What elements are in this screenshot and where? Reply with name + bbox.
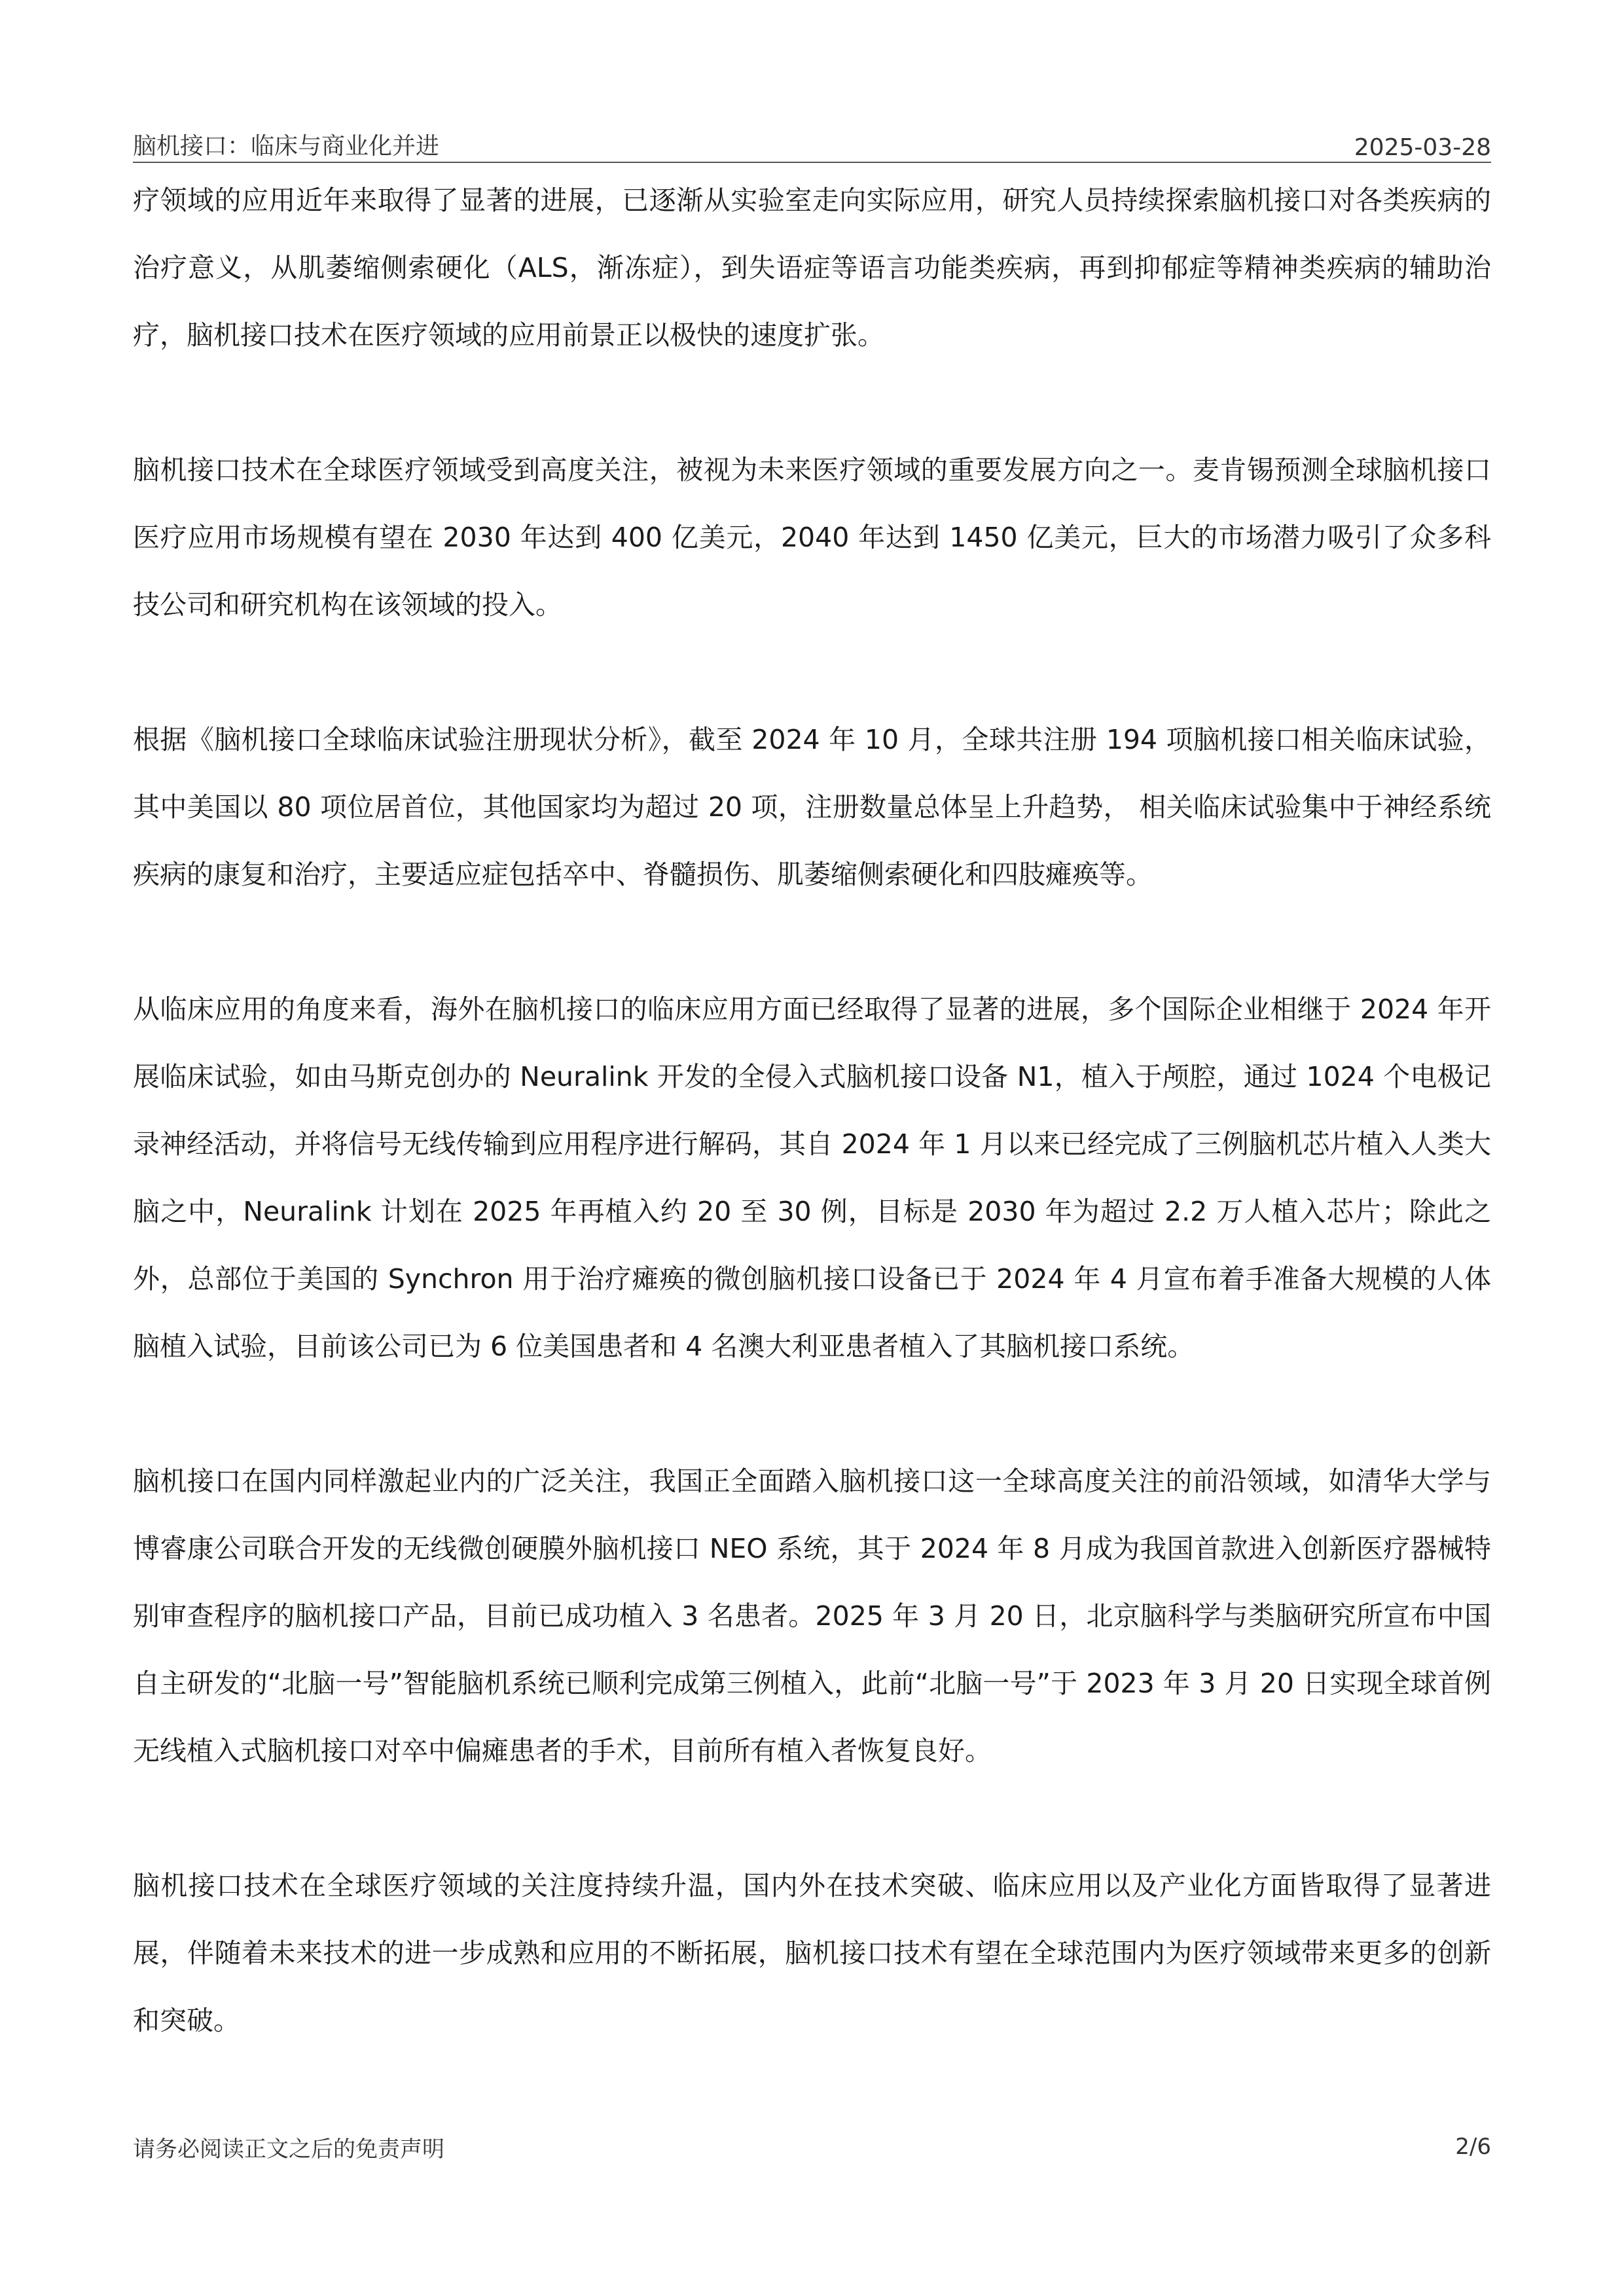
header-date: 2025-03-28 <box>1354 134 1491 161</box>
paragraph-1: 疗领域的应用近年来取得了显著的进展，已逐渐从实验室走向实际应用，研究人员持续探索脑机接口对各类疾病的治疗意义，从肌萎缩侧索硬化（ALS，渐冻症），到失语症等语言功能类疾病，再到抑郁症等精神类疾病的辅助治疗，脑机接口技术在医疗领域的应用前景正以极快的速度扩张。 <box>133 185 1491 351</box>
page-footer <box>133 2127 1491 2166</box>
page-number: 2/6 <box>1455 2134 1491 2160</box>
paragraph-3: 根据《脑机接口全球临床试验注册现状分析》，截至 2024 年 10 月，全球共注册 194 项脑机接口相关临床试验，其中美国以 80 项位居首位，其他国家均为超过 20 项，注册数量总体呈上升趋势， 相关临床试验集中于神经系统疾病的康复和治疗，主要适应症包括卒中、脊髓损伤、肌萎缩侧索硬化和四肢瘫痪等。 <box>133 724 1491 890</box>
article-body <box>133 167 1491 2054</box>
page-header <box>133 122 1491 161</box>
header-divider <box>133 162 1491 163</box>
paragraph-5: 脑机接口在国内同样激起业内的广泛关注，我国正全面踏入脑机接口这一全球高度关注的前沿领域，如清华大学与博睿康公司联合开发的无线微创硬膜外脑机接口 NEO 系统，其于 2024 年 8 月成为我国首款进入创新医疗器械特别审查程序的脑机接口产品，目前已成功植入 3 名患者。2025 年 3 月 20 日，北京脑科学与类脑研究所宣布中国自主研发的“北脑一号”智能脑机系统已顺利完成第三例植入，此前“北脑一号”于 2023 年 3 月 20 日实现全球首例无线植入式脑机接口对卒中偏瘫患者的手术，目前所有植入者恢复良好。 <box>133 1465 1491 1767</box>
paragraph-6: 脑机接口技术在全球医疗领域的关注度持续升温，国内外在技术突破、临床应用以及产业化方面皆取得了显著进展，伴随着未来技术的进一步成熟和应用的不断拓展，脑机接口技术有望在全球范围内为医疗领域带来更多的创新和突破。 <box>133 1870 1491 2036</box>
paragraph-4: 从临床应用的角度来看，海外在脑机接口的临床应用方面已经取得了显著的进展，多个国际企业相继于 2024 年开展临床试验，如由马斯克创办的 Neuralink 开发的全侵入式脑机接口设备 N1，植入于颅腔，通过 1024 个电极记录神经活动，并将信号无线传输到应用程序进行解码，其自 2024 年 1 月以来已经完成了三例脑机芯片植入人类大脑之中，Neuralink 计划在 2025 年再植入约 20 至 30 例，目标是 2030 年为超过 2.2 万人植入芯片；除此之外，总部位于美国的 Synchron 用于治疗瘫痪的微创脑机接口设备已于 2024 年 4 月宣布着手准备大规模的人体脑植入试验，目前该公司已为 6 位美国患者和 4 名澳大利亚患者植入了其脑机接口系统。 <box>133 994 1491 1362</box>
paragraph-2: 脑机接口技术在全球医疗领域受到高度关注，被视为未来医疗领域的重要发展方向之一。麦肯锡预测全球脑机接口医疗应用市场规模有望在 2030 年达到 400 亿美元，2040 年达到 1450 亿美元，巨大的市场潜力吸引了众多科技公司和研究机构在该领域的投入。 <box>133 454 1491 620</box>
header-title: 脑机接口：临床与商业化并进 <box>133 133 440 160</box>
footer-disclaimer: 请务必阅读正文之后的免责声明 <box>133 2136 444 2162</box>
